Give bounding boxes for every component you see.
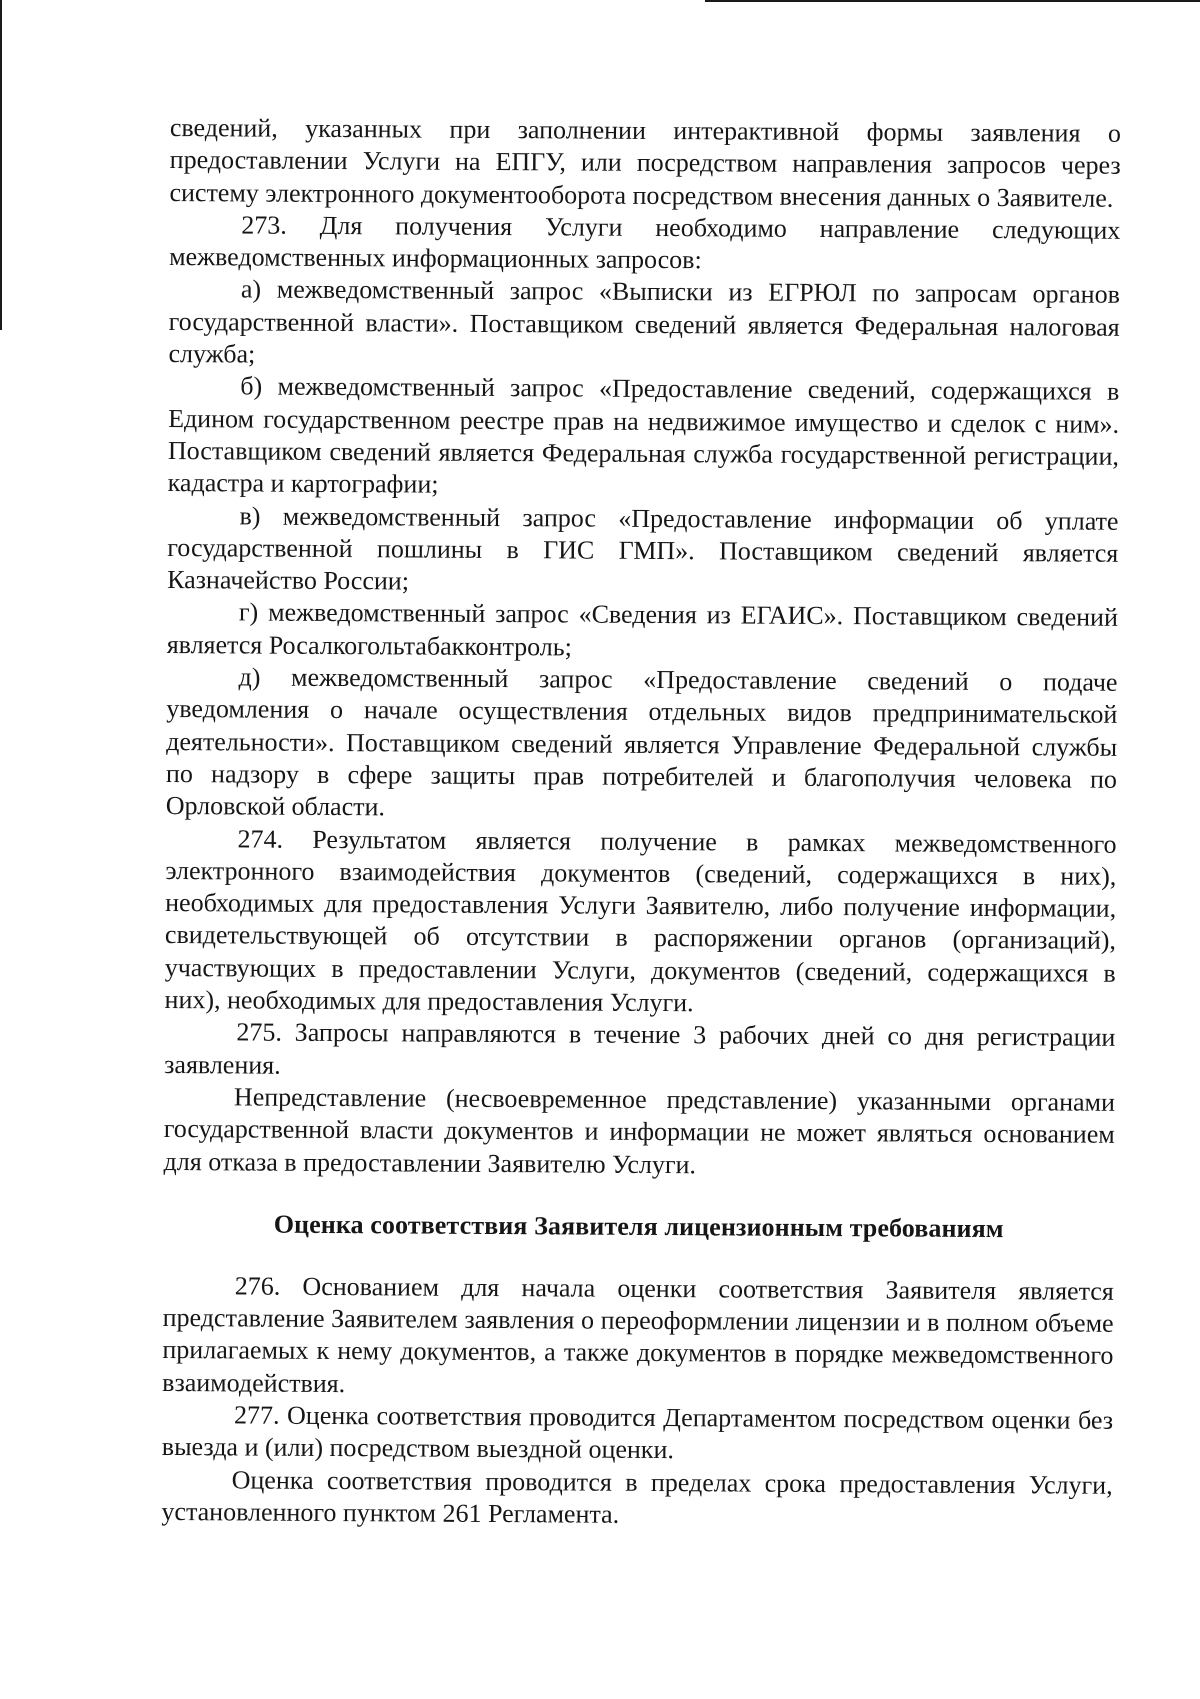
paragraph-ocenka: Оценка соответствия проводится в пределах срока предоставления Услуги, установленного пунктом 261 Регламента. xyxy=(161,1464,1113,1529)
list-item-a: а) межведомственный запрос «Выписки из ЕГРЮЛ по запросам органов государственной власти». Поставщиком сведений является Федеральная налоговая служба; xyxy=(168,274,1120,369)
document-body xyxy=(161,112,1121,1534)
list-item-v: в) межведомственный запрос «Предоставление информации об уплате государственной пошлины в ГИС ГМП». Поставщиком сведений является Казначейство России; xyxy=(167,500,1119,596)
list-item-d: д) межведомственный запрос «Предоставление сведений о подаче уведомления о начале осуществления отдельных видов предпринимательской деятельности». Поставщиком сведений является Управление Федеральной службы по надзору в сфере защиты прав потребителей и благополучия человека по Орловской области. xyxy=(165,662,1118,822)
paragraph-273: 273. Для получения Услуги необходимо направление следующих межведомственных информационных запросов: xyxy=(169,210,1121,275)
list-item-b: б) межведомственный запрос «Предоставление сведений, содержащихся в Едином государственном реестре прав на недвижимое имущество и сделок с ним». Поставщиком сведений является Федеральная служба государственной регистрации, кадастра и картографии; xyxy=(167,371,1120,499)
section-heading: Оценка соответствия Заявителя лицензионным требованиям xyxy=(273,1209,1004,1243)
paragraph-274: 274. Результатом является получение в рамках межведомственного электронного взаимодействия документов (сведений, содержащихся в них), необходимых для предоставления Услуги Заявителю, либо получение информации, свидетельствующей об отсутствии в распоряжении органов (организаций), участвующих в предоставлении Услуги, документов (сведений, содержащихся в них), необходимых для предоставления Услуги. xyxy=(164,823,1117,1018)
list-item-g: г) межведомственный запрос «Сведения из ЕГАИС». Поставщиком сведений является Росалкогольтабакконтроль; xyxy=(166,597,1119,662)
paragraph-continuation: сведений, указанных при заполнении интерактивной формы заявления о предоставлении Услуги на ЕПГУ, или посредством направления запросов через систему электронного документооборота посредством внесения данных о Заявителе. xyxy=(169,112,1121,213)
paragraph-275: 275. Запросы направляются в течение 3 рабочих дней со дня регистрации заявления. xyxy=(164,1017,1116,1080)
paragraph-276: 276. Основанием для начала оценки соответствия Заявителя является представление Заявителем заявления о переоформлении лицензии и в полном объеме прилагаемых к нему документов, а также документов в порядке межведомственного взаимодействия. xyxy=(162,1271,1114,1398)
scan-edge-left xyxy=(0,0,2,330)
paragraph-277: 277. Оценка соответствия проводится Департаментом посредством оценки без выезда и (или) посредством выездной оценки. xyxy=(161,1400,1114,1465)
scan-edge-top xyxy=(705,0,1200,2)
paragraph-nepredstavlenie: Непредставление (несвоевременное представление) указанными органами государственной власти документов и информации не может являться основанием для отказа в предоставлении Заявителю Услуги. xyxy=(163,1082,1116,1179)
